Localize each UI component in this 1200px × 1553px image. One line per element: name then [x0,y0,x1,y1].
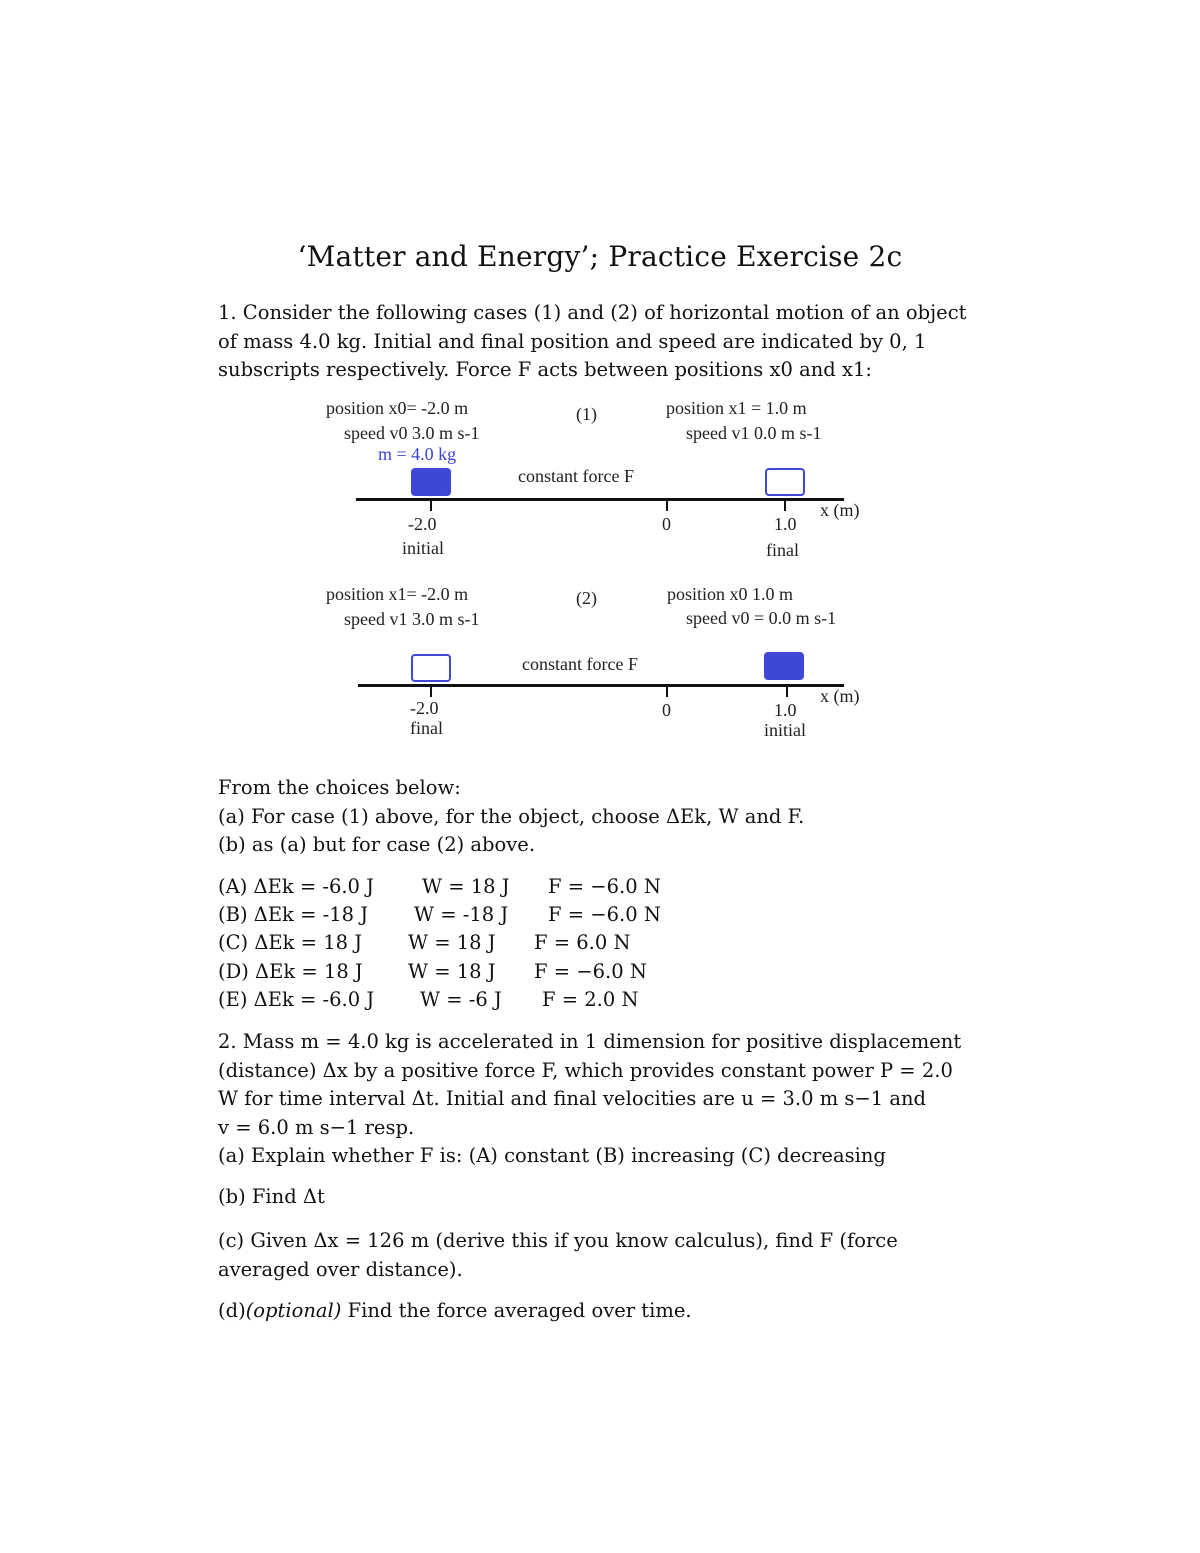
case2-axis-label: x (m) [820,686,860,706]
page-title: ‘Matter and Energy’; Practice Exercise 2c [297,240,903,273]
answer-choices [218,873,818,1014]
case1-speed-left: speed v0 3.0 m s-1 [344,423,480,443]
q2-part-d-prefix: (d) [218,1299,246,1322]
q2-line-1: 2. Mass m = 4.0 kg is accelerated in 1 dimension for positive displacement [218,1030,962,1053]
choice-a-work: W = 18 J [422,875,510,898]
case1-tick-0 [666,501,668,511]
case2-tick-0 [666,687,668,697]
choice-c [218,929,818,957]
case1-tick-label-1: 1.0 [774,514,797,534]
q2-part-d-text: Find the force averaged over time. [341,1299,692,1322]
case1-axis-label: x (m) [820,500,860,520]
q1-part-a: (a) For case (1) above, for the object, choose ΔEk, W and F. [218,804,805,828]
choice-b-force: F = −6.0 N [548,903,661,927]
case1-tick-1 [784,501,786,511]
case2-object-initial [764,652,804,680]
choice-c-energy: (C) ΔEk = 18 J [218,931,363,955]
q2-part-a: (a) Explain whether F is: (A) constant (B) increasing (C) decreasing [218,1144,886,1167]
case2-initial-label: initial [764,720,806,740]
q2-line-3: W for time interval Δt. Initial and final velocities are u = 3.0 m s−1 and [218,1087,927,1110]
case2-force-label: constant force F [522,654,638,674]
case1-tick-minus-2 [430,501,432,511]
choice-b-work: W = -18 J [414,903,509,927]
case2-position-left: position x1= -2.0 m [326,584,469,604]
from-choices-text: From the choices below: [218,776,461,799]
q1-parts [218,774,980,860]
q2-statement [218,1028,980,1171]
choice-e [218,986,818,1014]
q2-line-2: (distance) Δx by a positive force F, which provides constant power P = 2.0 [218,1058,953,1082]
case1-initial-label: initial [402,538,444,558]
choice-b-energy: (B) ΔEk = -18 J [218,903,369,927]
motion-diagram [310,392,890,752]
case2-tick-label-0: 0 [662,700,671,720]
q2-part-c-line-1: (c) Given Δx = 126 m (derive this if you know calculus), find F (force [218,1229,898,1252]
choice-d-energy: (D) ΔEk = 18 J [218,959,363,983]
q2-part-d-optional: (optional) [245,1299,342,1322]
q1-intro [218,299,980,385]
q1-part-b: (b) as (a) but for case (2) above. [218,833,536,856]
q1-intro-line-2: of mass 4.0 kg. Initial and final position and speed are indicated by 0, 1 [218,329,927,353]
choice-a-energy: (A) ΔEk = -6.0 J [218,875,374,898]
choice-e-work: W = -6 J [420,987,502,1011]
q1-intro-line-1: 1. Consider the following cases (1) and (2) of horizontal motion of an object [218,301,967,324]
case2-label: (2) [576,588,597,608]
case1-speed-right: speed v1 0.0 m s-1 [686,423,822,443]
case2-speed-left: speed v1 3.0 m s-1 [344,609,480,629]
case2-tick-label-1: 1.0 [774,700,797,720]
case1-final-label: final [766,540,799,560]
case1-position-right: position x1 = 1.0 m [666,398,807,418]
case1-tick-label-0: 0 [662,514,671,534]
choice-a-force: F = −6.0 N [548,875,661,898]
choice-d-force: F = −6.0 N [534,959,647,983]
choice-e-energy: (E) ΔEk = -6.0 J [218,987,375,1011]
q2-part-c-line-2: averaged over distance). [218,1257,463,1281]
case1-tick-label-minus-2: -2.0 [408,514,437,534]
case2-tick-1 [786,687,788,697]
q2-line-4: v = 6.0 m s−1 resp. [218,1115,415,1139]
choice-d [218,958,818,986]
case1-force-label: constant force F [518,466,634,486]
q2-part-d [218,1297,980,1326]
case1-object-final [765,468,805,496]
case1-mass-label: m = 4.0 kg [378,444,457,464]
choice-e-force: F = 2.0 N [542,987,639,1011]
case2-final-label: final [410,718,443,738]
case2-position-right: position x0 1.0 m [667,584,794,604]
case1-object-initial [411,468,451,496]
choice-b [218,901,818,929]
choice-c-force: F = 6.0 N [534,931,631,955]
q2-part-c [218,1227,980,1284]
choice-a [218,873,818,901]
case1-position-left: position x0= -2.0 m [326,398,469,418]
case2-object-final [411,654,451,682]
choice-c-work: W = 18 J [408,931,496,955]
case2-tick-minus-2 [430,687,432,697]
q1-intro-line-3: subscripts respectively. Force F acts between positions x0 and x1: [218,358,872,381]
case2-speed-right: speed v0 = 0.0 m s-1 [686,608,837,628]
case2-tick-label-minus-2: -2.0 [410,698,439,718]
choice-d-work: W = 18 J [408,959,496,983]
case1-label: (1) [576,404,597,424]
q2-part-b: (b) Find Δt [218,1185,325,1208]
